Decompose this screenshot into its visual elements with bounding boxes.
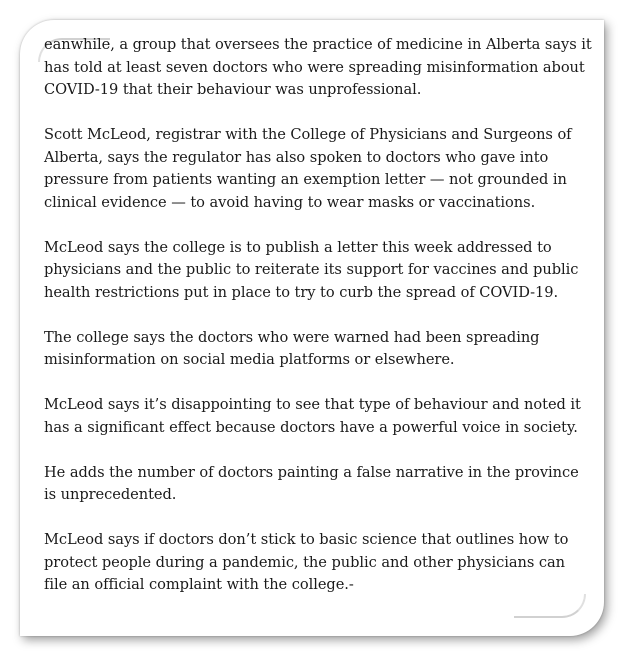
paragraph-5: McLeod says it’s disappointing to see that type of behaviour and noted it has a significant effect because doctors have a powerful voice in society. (44, 396, 581, 436)
paragraph-4: The college says the doctors who were warned had been spreading misinformation on social media platforms or elsewhere. (44, 328, 540, 368)
paragraph-3: McLeod says the college is to publish a letter this week addressed to physicians and the public to reiterate its support for vaccines and public health restrictions put in place to try to curb the spread of COVID-19. (44, 238, 579, 301)
paragraph-1: eanwhile, a group that oversees the practice of medicine in Alberta says it has told at least seven doctors who were spreading misinformation about COVID-19 that their behaviour was unprofessional. (44, 36, 592, 98)
paragraph-2: Scott McLeod, registrar with the College of Physicians and Surgeons of Alberta, says the regulator has also spoken to doctors who gave into pressure from patients wanting an exemption letter — not grounded in clinical evidence — to avoid having to wear masks or vaccinations. (44, 126, 572, 211)
article-card (20, 20, 604, 636)
paragraph-7: McLeod says if doctors don’t stick to basic science that outlines how to protect people during a pandemic, the public and other physicians can file an official complaint with the college.- (44, 531, 569, 593)
article-body (44, 34, 592, 619)
paragraph-6: He adds the number of doctors painting a false narrative in the province is unprecedented. (44, 463, 579, 503)
